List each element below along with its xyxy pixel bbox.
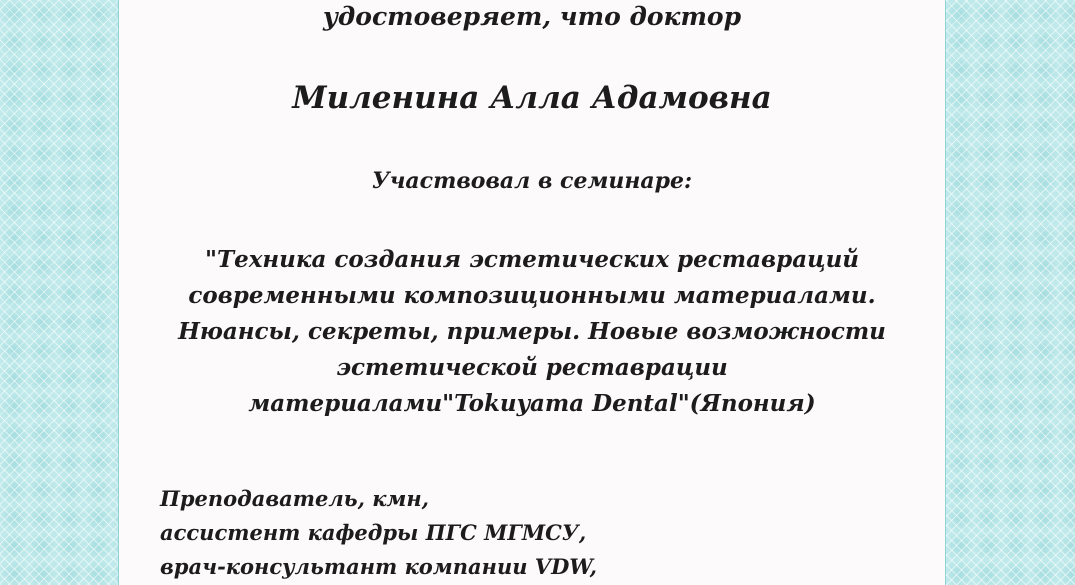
seminar-title-line: Нюансы, секреты, примеры. Новые возможности	[178, 318, 886, 345]
instructor-line: врач-консультант компании VDW,	[160, 554, 597, 579]
certifies-line: удостоверяет, что доктор	[322, 2, 742, 31]
instructor-line: ассистент кафедры ПГС МГМСУ,	[160, 520, 587, 545]
seminar-title-line: эстетической реставрации	[336, 354, 728, 381]
seminar-title	[119, 242, 945, 422]
decorative-border-left	[0, 0, 119, 585]
seminar-title-line: материалами"Tokuyama Dental"(Япония)	[248, 390, 816, 417]
seminar-title-line: современными композиционными материалами.	[188, 282, 876, 309]
recipient-name: Миленина Алла Адамовна	[292, 80, 772, 116]
instructor-line: Преподаватель, кмн,	[160, 486, 429, 511]
seminar-title-line: "Техника создания эстетических реставраций	[204, 246, 860, 273]
decorative-border-right	[945, 0, 1075, 585]
instructor-credentials	[160, 482, 597, 584]
participation-label: Участвовал в семинаре:	[371, 168, 693, 194]
